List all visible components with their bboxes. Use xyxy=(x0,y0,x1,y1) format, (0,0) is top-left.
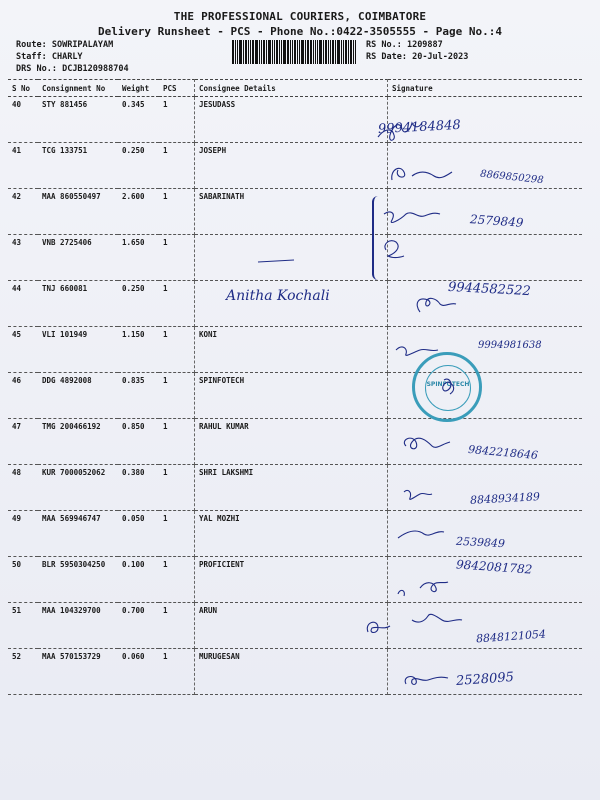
signature-45 xyxy=(478,340,542,351)
barcode-bar xyxy=(330,40,331,64)
cell-pcs: 1 xyxy=(159,97,195,143)
table-row xyxy=(8,373,582,419)
cell-sno: 52 xyxy=(8,649,38,695)
cell-consignee: JOSEPH xyxy=(195,143,388,189)
cell-weight: 0.380 xyxy=(118,465,159,511)
drs-line xyxy=(16,64,129,74)
cell-pcs: 1 xyxy=(159,143,195,189)
rs-date-label: RS Date: xyxy=(366,52,407,62)
cell-consignment: MAA 860550497 xyxy=(38,189,118,235)
cell-sno: 50 xyxy=(8,557,38,603)
barcode-bar xyxy=(350,40,352,64)
cell-sno: 44 xyxy=(8,281,38,327)
cell-sno: 41 xyxy=(8,143,38,189)
barcode-bar xyxy=(276,40,278,64)
cell-consignee: JESUDASS xyxy=(195,97,388,143)
phone-47: 9842218646 xyxy=(467,442,539,463)
barcode-bar xyxy=(266,40,267,64)
cell-sno: 43 xyxy=(8,235,38,281)
barcode-bar xyxy=(325,40,327,64)
barcode-bar xyxy=(348,40,349,64)
cell-consignee: YAL MOZHI xyxy=(195,511,388,557)
barcode-bar xyxy=(315,40,316,64)
barcode-bar xyxy=(337,40,340,64)
stamp-text: SPINFOTECH xyxy=(426,381,470,388)
col-consignment: Consignment No xyxy=(38,80,118,97)
cell-weight: 0.700 xyxy=(118,603,159,649)
cell-pcs: 1 xyxy=(159,419,195,465)
barcode-bar xyxy=(252,40,254,64)
cell-pcs: 1 xyxy=(159,327,195,373)
cell-sno: 51 xyxy=(8,603,38,649)
cell-consignee xyxy=(195,235,388,281)
cell-sno: 47 xyxy=(8,419,38,465)
signature-49 xyxy=(456,535,506,551)
cell-signature xyxy=(388,189,583,235)
rs-no-label: RS No.: xyxy=(366,40,402,50)
barcode-bar xyxy=(301,40,304,64)
table-row xyxy=(8,97,582,143)
cell-consignee: SPINFOTECH xyxy=(195,373,388,419)
barcode-bar xyxy=(297,40,298,64)
barcode-bar xyxy=(307,40,309,64)
cell-weight: 0.850 xyxy=(118,419,159,465)
barcode-bar xyxy=(341,40,342,64)
cell-signature xyxy=(388,235,583,281)
cell-pcs: 1 xyxy=(159,465,195,511)
cell-weight: 1.650 xyxy=(118,235,159,281)
cell-sno: 46 xyxy=(8,373,38,419)
phone-49: 2539849 xyxy=(455,534,506,551)
cell-pcs: 1 xyxy=(159,281,195,327)
cell-consignment: VNB 2725406 xyxy=(38,235,118,281)
runsheet-subtitle: Delivery Runsheet - PCS - Phone No.:0422-3505555 - Page No.:4 xyxy=(98,25,502,38)
cell-signature xyxy=(388,419,583,465)
rs-no-value: 1209887 xyxy=(406,40,443,50)
cell-weight: 0.250 xyxy=(118,281,159,327)
barcode-bar xyxy=(261,40,262,64)
company-title: THE PROFESSIONAL COURIERS, COIMBATORE xyxy=(173,10,427,23)
phone-41: 8869850298 xyxy=(479,168,545,187)
drs-label: DRS No.: xyxy=(16,64,57,74)
name-44: Anitha Kochali xyxy=(226,288,330,304)
col-weight: Weight xyxy=(118,80,159,97)
barcode-bar xyxy=(290,40,291,64)
cell-sno: 48 xyxy=(8,465,38,511)
phone-44: 9944582522 xyxy=(447,279,532,300)
cell-consignment: BLR 5950304250 xyxy=(38,557,118,603)
table-row xyxy=(8,143,582,189)
barcode-bar xyxy=(313,40,314,64)
cell-consignment: MAA 104329700 xyxy=(38,603,118,649)
barcode-bar xyxy=(317,40,318,64)
table-header-row xyxy=(8,80,582,97)
drs-value: DCJB120988704 xyxy=(62,64,129,74)
route-value: SOWRIPALAYAM xyxy=(51,40,114,50)
barcode xyxy=(232,40,360,64)
cell-signature xyxy=(388,511,583,557)
barcode-bar xyxy=(272,40,273,64)
handwritten-name-44 xyxy=(226,288,330,304)
cell-consignment: MAA 570153729 xyxy=(38,649,118,695)
barcode-bar xyxy=(268,40,271,64)
staff-label: Staff: xyxy=(16,52,47,62)
cell-consignment: KUR 7000052062 xyxy=(38,465,118,511)
cell-sno: 49 xyxy=(8,511,38,557)
barcode-bar xyxy=(355,40,356,64)
barcode-bar xyxy=(353,40,354,64)
barcode-bar xyxy=(248,40,249,64)
barcode-bar xyxy=(319,40,322,64)
phone-51: 8848121054 xyxy=(475,627,547,646)
barcode-bar xyxy=(243,40,244,64)
col-pcs: PCS xyxy=(159,80,195,97)
barcode-bar xyxy=(281,40,282,64)
cell-consignment: STY 881456 xyxy=(38,97,118,143)
barcode-bar xyxy=(345,40,347,64)
cell-pcs: 1 xyxy=(159,511,195,557)
barcode-bar xyxy=(283,40,286,64)
barcode-bar xyxy=(232,40,234,64)
barcode-bar xyxy=(292,40,293,64)
phone-40: 9994184848 xyxy=(377,117,462,138)
cell-consignee: MURUGESAN xyxy=(195,649,388,695)
company-stamp xyxy=(412,352,482,422)
barcode-bar xyxy=(328,40,329,64)
barcode-bar xyxy=(294,40,296,64)
rs-date-value: 20-Jul-2023 xyxy=(412,52,469,62)
col-sno: S No xyxy=(8,80,38,97)
rs-date-line xyxy=(366,52,468,62)
cell-consignment: DDG 4892008 xyxy=(38,373,118,419)
cell-consignee: SHRI LAKSHMI xyxy=(195,465,388,511)
barcode-bar xyxy=(250,40,251,64)
cell-pcs: 1 xyxy=(159,189,195,235)
cell-weight: 2.600 xyxy=(118,189,159,235)
cell-weight: 0.100 xyxy=(118,557,159,603)
route-label: Route: xyxy=(16,40,47,50)
col-consignee: Consignee Details xyxy=(195,80,388,97)
cell-weight: 0.835 xyxy=(118,373,159,419)
cell-consignee: ARUN xyxy=(195,603,388,649)
phone-42: 2579849 xyxy=(469,212,524,230)
barcode-bar xyxy=(343,40,344,64)
cell-consignee: PROFICIENT xyxy=(195,557,388,603)
barcode-bar xyxy=(332,40,334,64)
phone-48: 8848934189 xyxy=(469,490,541,507)
cell-consignment: MAA 569946747 xyxy=(38,511,118,557)
bracket-mark xyxy=(372,196,384,280)
barcode-bar xyxy=(239,40,242,64)
barcode-bar xyxy=(305,40,306,64)
cell-sno: 45 xyxy=(8,327,38,373)
table-row xyxy=(8,235,582,281)
barcode-bar xyxy=(335,40,336,64)
barcode-bar xyxy=(259,40,260,64)
phone-45: 9994981638 xyxy=(478,340,542,351)
phone-50: 9842081782 xyxy=(455,557,533,577)
col-signature: Signature xyxy=(388,80,583,97)
route-line xyxy=(16,40,113,50)
rs-no-line xyxy=(366,40,443,50)
cell-signature xyxy=(388,143,583,189)
cell-consignment: VLI 101949 xyxy=(38,327,118,373)
barcode-bar xyxy=(274,40,275,64)
cell-weight: 0.060 xyxy=(118,649,159,695)
staff-value: CHARLY xyxy=(51,52,83,62)
staff-line xyxy=(16,52,83,62)
cell-weight: 0.050 xyxy=(118,511,159,557)
cell-pcs: 1 xyxy=(159,373,195,419)
barcode-bar xyxy=(255,40,258,64)
cell-pcs: 1 xyxy=(159,235,195,281)
cell-consignee: KONI xyxy=(195,327,388,373)
cell-consignee: RAHUL KUMAR xyxy=(195,419,388,465)
barcode-bar xyxy=(235,40,236,64)
cell-pcs: 1 xyxy=(159,603,195,649)
barcode-bar xyxy=(287,40,289,64)
cell-consignment: TNJ 660081 xyxy=(38,281,118,327)
cell-consignment: TMG 200466192 xyxy=(38,419,118,465)
cell-sno: 40 xyxy=(8,97,38,143)
cell-weight: 0.250 xyxy=(118,143,159,189)
cell-weight: 1.150 xyxy=(118,327,159,373)
barcode-bar xyxy=(279,40,280,64)
stamp-ring xyxy=(425,365,471,411)
barcode-bar xyxy=(245,40,247,64)
cell-weight: 0.345 xyxy=(118,97,159,143)
barcode-bar xyxy=(299,40,300,64)
barcode-bar xyxy=(310,40,312,64)
cell-consignment: TCG 133751 xyxy=(38,143,118,189)
cell-pcs: 1 xyxy=(159,649,195,695)
barcode-bar xyxy=(323,40,324,64)
phone-52: 2528095 xyxy=(455,669,515,690)
cell-consignee: SABARINATH xyxy=(195,189,388,235)
cell-sno: 42 xyxy=(8,189,38,235)
barcode-bar xyxy=(237,40,238,64)
barcode-bar xyxy=(263,40,265,64)
cell-pcs: 1 xyxy=(159,557,195,603)
